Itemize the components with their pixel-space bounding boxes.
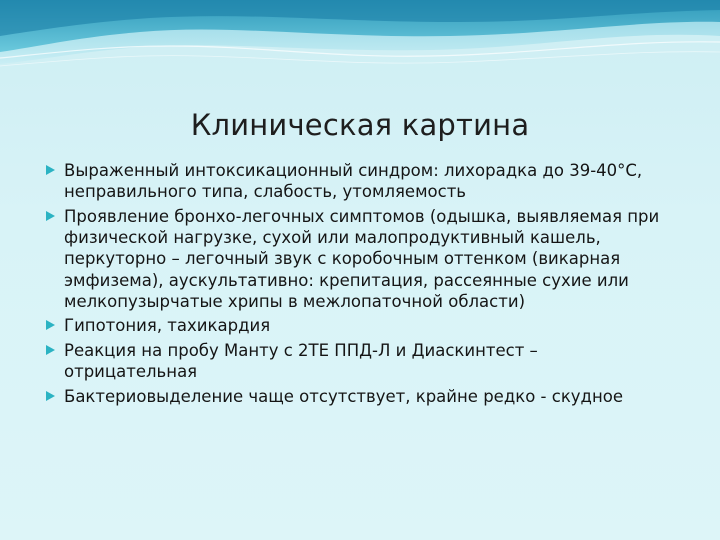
list-item xyxy=(44,386,664,407)
list-item-text: Гипотония, тахикардия xyxy=(64,316,271,336)
list-item-text: Проявление бронхо-легочных симптомов (одышка, выявляемая при физической нагрузке, сухой или малопродуктивный кашель, перкуторно – легочный звук с коробочным оттенком (викарная эмфизема), аускультативно: крепитация, рассеянные сухие или мелкопузырчатые хрипы в межлопаточной области) xyxy=(64,206,660,311)
header-wave-decoration xyxy=(0,0,720,100)
bullet-list xyxy=(44,160,664,411)
list-item xyxy=(44,206,664,312)
slide-title: Клиническая картина xyxy=(190,108,530,142)
list-item-text: Бактериовыделение чаще отсутствует, крайне редко - скудное xyxy=(64,387,623,407)
list-item xyxy=(44,160,664,202)
list-item-text: Выраженный интоксикационный синдром: лихорадка до 39-40°С, неправильного типа, слабость, утомляемость xyxy=(64,161,643,202)
list-item-text: Реакция на пробу Манту с 2ТЕ ППД-Л и Диаскинтест – отрицательная xyxy=(64,341,538,382)
triangle-bullet-icon xyxy=(46,165,55,175)
list-item xyxy=(44,340,664,382)
triangle-bullet-icon xyxy=(46,345,55,355)
triangle-bullet-icon xyxy=(46,211,55,221)
triangle-bullet-icon xyxy=(46,320,55,330)
triangle-bullet-icon xyxy=(46,391,55,401)
list-item xyxy=(44,315,664,336)
